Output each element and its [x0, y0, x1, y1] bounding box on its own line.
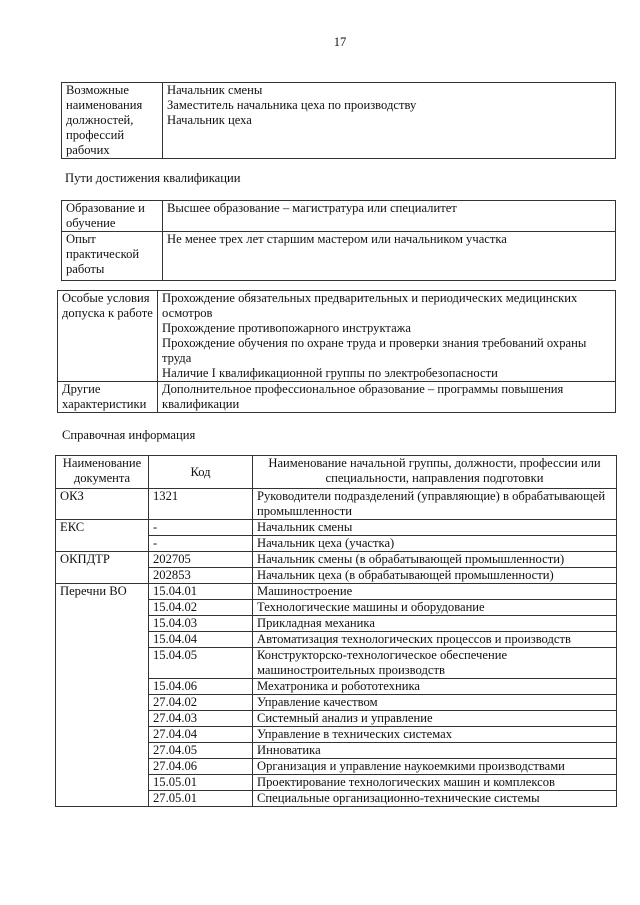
document-cell: ОКПДТР	[56, 552, 149, 584]
name-cell: Конструкторско-технологическое обеспечение машиностроительных производств	[253, 648, 617, 679]
name-cell: Инноватика	[253, 743, 617, 759]
positions-table	[61, 82, 616, 159]
name-cell: Технологические машины и оборудование	[253, 600, 617, 616]
name-cell: Начальник смены	[253, 520, 617, 536]
condition-item: Прохождение обучения по охране труда и проверки знания требований охраны труда	[162, 336, 587, 365]
code-cell: 27.04.05	[149, 743, 253, 759]
document-cell: Перечни ВО	[56, 584, 149, 807]
code-cell: 27.05.01	[149, 791, 253, 807]
reference-table	[55, 455, 617, 807]
position-item: Заместитель начальника цеха по производству	[167, 98, 417, 112]
code-cell: 202705	[149, 552, 253, 568]
code-cell: 15.04.03	[149, 616, 253, 632]
name-cell: Начальник цеха (в обрабатывающей промышленности)	[253, 568, 617, 584]
code-cell: 27.04.06	[149, 759, 253, 775]
code-cell: 27.04.03	[149, 711, 253, 727]
name-cell: Автоматизация технологических процессов и производств	[253, 632, 617, 648]
code-cell: 15.04.05	[149, 648, 253, 679]
header-document: Наименование документа	[56, 456, 149, 489]
special-conditions-values	[158, 291, 616, 382]
table-row	[56, 520, 617, 536]
education-value: Высшее образование – магистратура или специалитет	[163, 201, 616, 232]
positions-label: Возможные наименования должностей, профессий рабочих	[62, 83, 163, 159]
header-code: Код	[149, 456, 253, 489]
other-characteristics-label: Другие характеристики	[58, 382, 158, 413]
header-name: Наименование начальной группы, должности, профессии или специальности, направления подготовки	[253, 456, 617, 489]
name-cell: Руководители подразделений (управляющие) в обрабатывающей промышленности	[253, 489, 617, 520]
position-item: Начальник цеха	[167, 113, 252, 127]
name-cell: Начальник смены (в обрабатывающей промышленности)	[253, 552, 617, 568]
name-cell: Мехатроника и робототехника	[253, 679, 617, 695]
name-cell: Специальные организационно-технические системы	[253, 791, 617, 807]
experience-value: Не менее трех лет старшим мастером или начальником участка	[163, 232, 616, 281]
name-cell: Прикладная механика	[253, 616, 617, 632]
conditions-table	[57, 290, 616, 413]
code-cell: 15.04.02	[149, 600, 253, 616]
code-cell: 15.04.04	[149, 632, 253, 648]
special-conditions-label: Особые условия допуска к работе	[58, 291, 158, 382]
code-cell: -	[149, 520, 253, 536]
code-cell: 27.04.04	[149, 727, 253, 743]
document-cell: ЕКС	[56, 520, 149, 552]
positions-values	[163, 83, 616, 159]
name-cell: Управление качеством	[253, 695, 617, 711]
code-cell: -	[149, 536, 253, 552]
code-cell: 15.04.01	[149, 584, 253, 600]
condition-item: Прохождение обязательных предварительных и периодических медицинских осмотров	[162, 291, 578, 320]
name-cell: Машиностроение	[253, 584, 617, 600]
page-number: 17	[333, 35, 347, 49]
document-cell: ОКЗ	[56, 489, 149, 520]
education-label: Образование и обучение	[62, 201, 163, 232]
code-cell: 27.04.02	[149, 695, 253, 711]
qualification-table	[61, 200, 616, 281]
other-characteristics-value: Дополнительное профессиональное образование – программы повышения квалификации	[158, 382, 616, 413]
code-cell: 202853	[149, 568, 253, 584]
name-cell: Начальник цеха (участка)	[253, 536, 617, 552]
condition-item: Наличие I квалификационной группы по электробезопасности	[162, 366, 498, 380]
table-row	[56, 489, 617, 520]
code-cell: 15.05.01	[149, 775, 253, 791]
experience-label: Опыт практической работы	[62, 232, 163, 281]
position-item: Начальник смены	[167, 83, 263, 97]
reference-heading: Справочная информация	[62, 428, 196, 442]
code-cell: 1321	[149, 489, 253, 520]
table-row	[56, 584, 617, 600]
name-cell: Управление в технических системах	[253, 727, 617, 743]
code-cell: 15.04.06	[149, 679, 253, 695]
name-cell: Системный анализ и управление	[253, 711, 617, 727]
qualification-heading: Пути достижения квалификации	[65, 171, 241, 185]
name-cell: Организация и управление наукоемкими производствами	[253, 759, 617, 775]
name-cell: Проектирование технологических машин и комплексов	[253, 775, 617, 791]
table-row	[56, 552, 617, 568]
condition-item: Прохождение противопожарного инструктажа	[162, 321, 411, 335]
